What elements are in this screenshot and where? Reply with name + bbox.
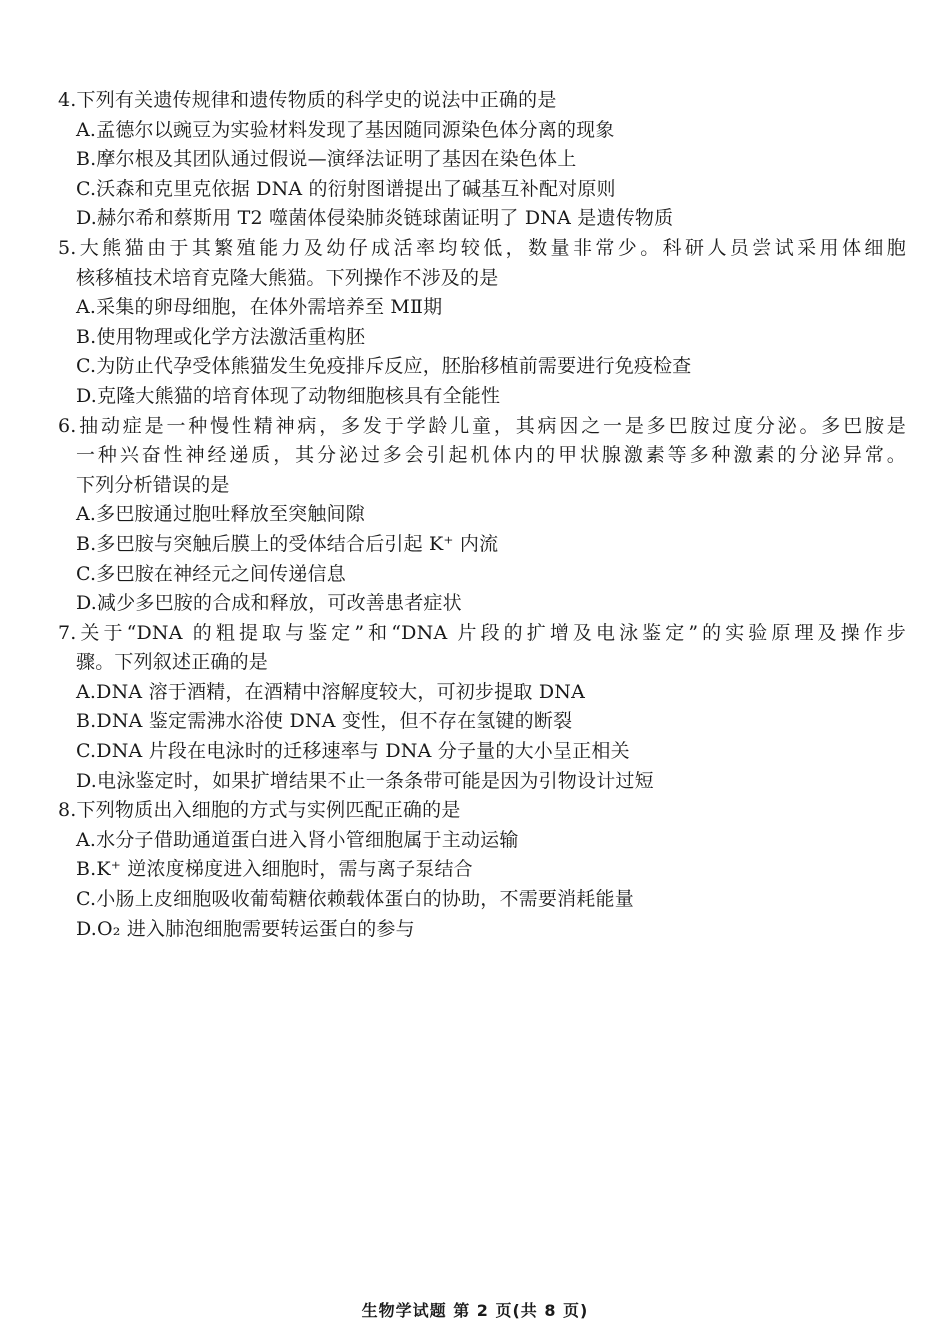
question-stem-line: 一种兴奋性神经递质，其分泌过多会引起机体内的甲状腺激素等多种激素的分泌异常。 (76, 444, 906, 467)
option-b: B.多巴胺与突触后膜上的受体结合后引起 K⁺ 内流 (76, 532, 499, 555)
option-c: C.DNA 片段在电泳时的迁移速率与 DNA 分子量的大小呈正相关 (76, 740, 630, 763)
question-stem-line: 6.抽动症是一种慢性精神病，多发于学龄儿童，其病因之一是多巴胺过度分泌。多巴胺是 (58, 414, 906, 437)
question-5 (58, 234, 906, 412)
option-a: A.多巴胺通过胞吐释放至突触间隙 (76, 503, 365, 526)
option-a: A.DNA 溶于酒精，在酒精中溶解度较大，可初步提取 DNA (76, 680, 586, 703)
question-8 (58, 796, 906, 944)
question-4 (58, 86, 906, 234)
option-b: B.K⁺ 逆浓度梯度进入细胞时，需与离子泵结合 (76, 858, 473, 881)
question-stem-line: 8.下列物质出入细胞的方式与实例匹配正确的是 (58, 799, 461, 822)
option-b: B.摩尔根及其团队通过假说—演绎法证明了基因在染色体上 (76, 148, 577, 171)
option-c: C.多巴胺在神经元之间传递信息 (76, 562, 346, 585)
question-stem-line: 5.大熊猫由于其繁殖能力及幼仔成活率均较低，数量非常少。科研人员尝试采用体细胞 (58, 236, 906, 259)
question-list (58, 86, 906, 944)
option-a: A.采集的卵母细胞，在体外需培养至 MⅡ期 (76, 296, 443, 319)
option-b: B.DNA 鉴定需沸水浴使 DNA 变性，但不存在氢键的断裂 (76, 710, 573, 733)
question-stem-line: 下列分析错误的是 (76, 473, 230, 496)
option-b: B.使用物理或化学方法激活重构胚 (76, 325, 366, 348)
page-footer: 生物学试题 第 2 页(共 8 页) (361, 1301, 589, 1320)
question-stem-line: 4.下列有关遗传规律和遗传物质的科学史的说法中正确的是 (58, 89, 557, 111)
question-6 (58, 412, 906, 619)
question-stem-line: 核移植技术培育克隆大熊猫。下列操作不涉及的是 (76, 266, 499, 289)
option-d: D.O₂ 进入肺泡细胞需要转运蛋白的参与 (76, 917, 415, 940)
option-c: C.小肠上皮细胞吸收葡萄糖依赖载体蛋白的协助，不需要消耗能量 (76, 888, 634, 911)
option-a: A.孟德尔以豌豆为实验材料发现了基因随同源染色体分离的现象 (76, 118, 615, 141)
option-c: C.沃森和克里克依据 DNA 的衍射图谱提出了碱基互补配对原则 (76, 177, 616, 200)
question-7 (58, 619, 906, 797)
option-d: D.克隆大熊猫的培育体现了动物细胞核具有全能性 (76, 384, 501, 407)
option-d: D.赫尔希和蔡斯用 T2 噬菌体侵染肺炎链球菌证明了 DNA 是遗传物质 (76, 207, 674, 230)
question-stem-line: 骤。下列叙述正确的是 (76, 651, 269, 674)
option-d: D.减少多巴胺的合成和释放，可改善患者症状 (76, 592, 462, 615)
question-stem-line: 7.关于“DNA 的粗提取与鉴定”和“DNA 片段的扩增及电泳鉴定”的实验原理及操作步 (58, 621, 906, 644)
option-c: C.为防止代孕受体熊猫发生免疫排斥反应，胚胎移植前需要进行免疫检查 (76, 355, 692, 378)
option-a: A.水分子借助通道蛋白进入肾小管细胞属于主动运输 (76, 828, 519, 851)
option-d: D.电泳鉴定时，如果扩增结果不止一条条带可能是因为引物设计过短 (76, 769, 654, 792)
